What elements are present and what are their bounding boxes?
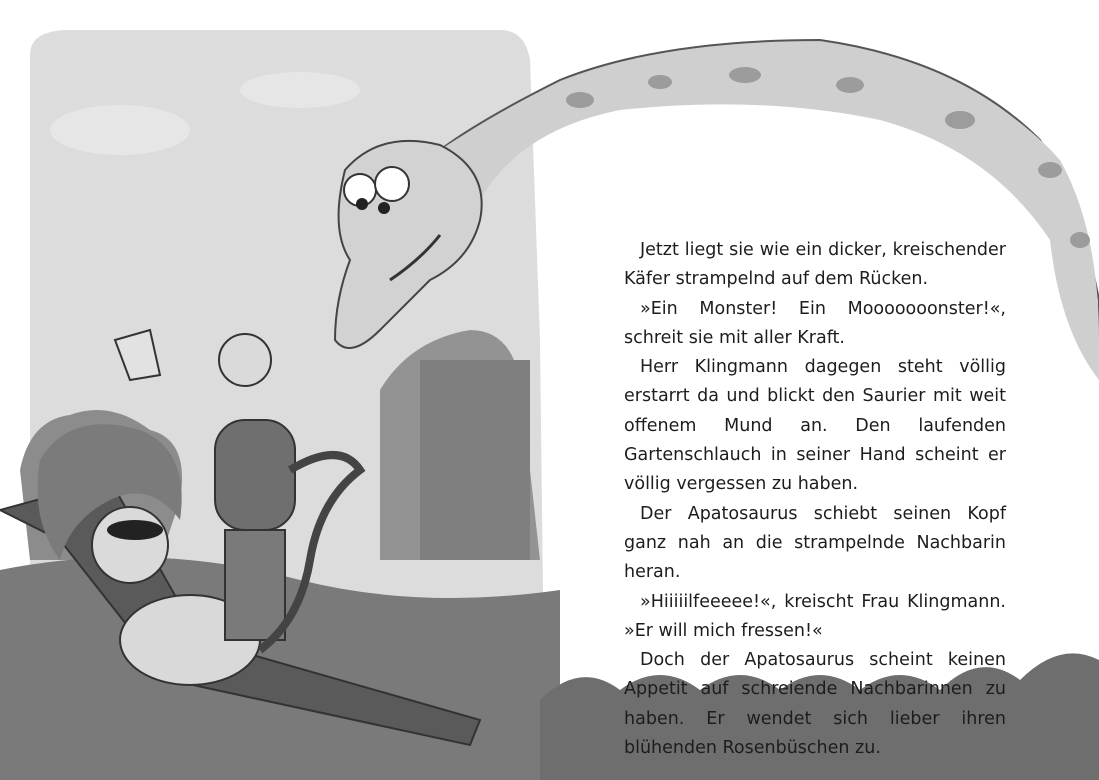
- dino-spot: [1038, 162, 1062, 178]
- story-paragraph: »Ein Monster! Ein Mooooooonster!«, schreit sie mit aller Kraft.: [624, 298, 1006, 348]
- man-head: [219, 334, 271, 386]
- cloud-shape: [50, 105, 190, 155]
- story-text: [624, 236, 1006, 763]
- story-paragraph: Jetzt liegt sie wie ein dicker, kreischender Käfer strampelnd auf dem Rücken.: [624, 240, 1006, 290]
- dino-spot: [566, 92, 594, 108]
- woman-head: [92, 507, 168, 583]
- dinosaur-pupil: [356, 198, 368, 210]
- dino-spot: [1070, 232, 1090, 248]
- sunglasses: [107, 520, 163, 540]
- story-paragraph: »Hiiiiilfeeeee!«, kreischt Frau Klingmann. »Er will mich fressen!«: [624, 591, 1006, 641]
- cloud-shape: [240, 72, 360, 108]
- man-torso: [215, 420, 295, 530]
- dinosaur-eye: [375, 167, 409, 201]
- story-paragraph: Herr Klingmann dagegen steht völlig erstarrt da und blickt den Saurier mit weit offenem Mund an. Den laufenden Gartenschlauch in seiner Hand scheint er völlig vergessen zu haben.: [624, 357, 1006, 495]
- dinosaur-pupil: [378, 202, 390, 214]
- stone-wall: [420, 360, 530, 560]
- dino-spot: [648, 75, 672, 89]
- dino-spot: [729, 67, 761, 83]
- story-paragraph: Der Apatosaurus schiebt seinen Kopf ganz nah an die strampelnde Nachbarin heran.: [624, 503, 1006, 583]
- man-legs: [225, 530, 285, 640]
- dino-spot: [836, 77, 864, 93]
- dino-spot: [945, 111, 975, 129]
- story-paragraph: Doch der Apatosaurus scheint keinen Appetit auf schreiende Nachbarinnen zu haben. Er wendet sich lieber ihren blühenden Rosenbüschen zu.: [624, 650, 1006, 759]
